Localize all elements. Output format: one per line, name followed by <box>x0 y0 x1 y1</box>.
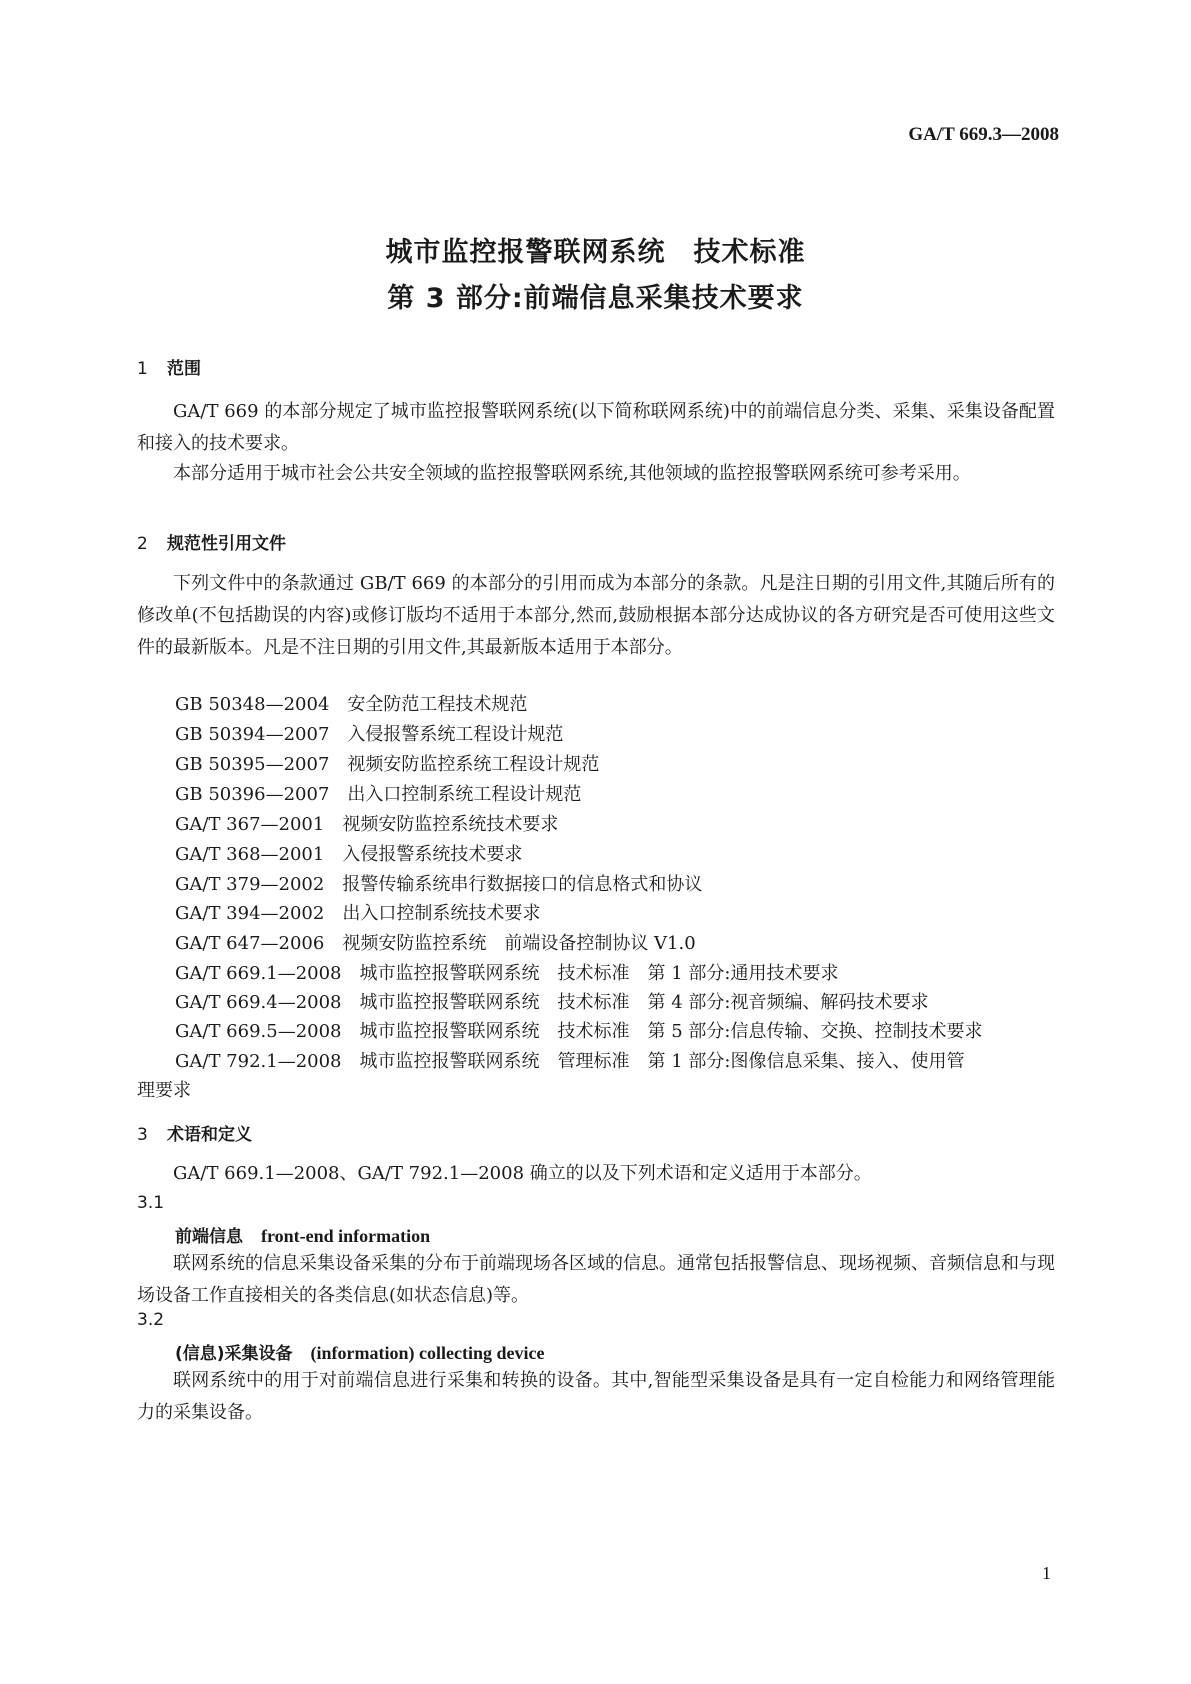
section-heading <box>137 1120 252 1145</box>
page-number: 1 <box>1042 1563 1051 1583</box>
reference-item: GB 50394—2007 入侵报警系统工程设计规范 <box>175 724 564 745</box>
reference-item-continuation: 理要求 <box>137 1080 191 1101</box>
term-entry <box>175 1339 545 1364</box>
term-en: front-end information <box>261 1226 431 1246</box>
clause-number: 3.2 <box>137 1310 165 1330</box>
paragraph: GA/T 669.1—2008、GA/T 792.1—2008 确立的以及下列术语和定义适用于本部分。 <box>173 1163 872 1184</box>
section-title: 范围 <box>167 359 201 379</box>
standard-number: GA/T 669.3—2008 <box>908 124 1059 145</box>
reference-item: GA/T 669.1—2008 城市监控报警联网系统 技术标准 第 1 部分:通用技术要求 <box>175 963 839 984</box>
document-title-line1: 城市监控报警联网系统 技术标准 <box>385 237 806 268</box>
reference-item: GB 50396—2007 出入口控制系统工程设计规范 <box>175 784 582 805</box>
term-definition: 联网系统的信息采集设备采集的分布于前端现场各区域的信息。通常包括报警信息、现场视频、音频信息和与现场设备工作直接相关的各类信息(如状态信息)等。 <box>137 1253 1055 1306</box>
paragraph: 下列文件中的条款通过 GB/T 669 的本部分的引用而成为本部分的条款。凡是注日期的引用文件,其随后所有的修改单(不包括勘误的内容)或修订版均不适用于本部分,然而,鼓励根据本部分达成协议的各方研究是否可使用这些文件的最新版本。凡是不注日期的引用文件,其最新版本适用于本部分。 <box>137 573 1055 658</box>
section-number: 1 <box>137 359 148 379</box>
clause-number: 3.1 <box>137 1193 165 1213</box>
paragraph: 本部分适用于城市社会公共安全领域的监控报警联网系统,其他领域的监控报警联网系统可参考采用。 <box>173 463 971 484</box>
term-definition: 联网系统中的用于对前端信息进行采集和转换的设备。其中,智能型采集设备是具有一定自检能力和网络管理能力的采集设备。 <box>137 1370 1055 1423</box>
paragraph: GA/T 669 的本部分规定了城市监控报警联网系统(以下简称联网系统)中的前端信息分类、采集、采集设备配置和接入的技术要求。 <box>137 401 1055 454</box>
reference-item: GA/T 669.5—2008 城市监控报警联网系统 技术标准 第 5 部分:信息传输、交换、控制技术要求 <box>175 1021 983 1042</box>
section-heading <box>137 529 286 554</box>
reference-item: GA/T 792.1—2008 城市监控报警联网系统 管理标准 第 1 部分:图像信息采集、接入、使用管 <box>175 1051 965 1072</box>
term-zh: (信息)采集设备 <box>175 1344 293 1364</box>
section-number: 3 <box>137 1125 148 1145</box>
reference-item: GA/T 368—2001 入侵报警系统技术要求 <box>175 844 523 865</box>
reference-item: GA/T 669.4—2008 城市监控报警联网系统 技术标准 第 4 部分:视音频编、解码技术要求 <box>175 992 929 1013</box>
reference-item: GA/T 379—2002 报警传输系统串行数据接口的信息格式和协议 <box>175 874 703 895</box>
document-title-line2: 第 3 部分:前端信息采集技术要求 <box>387 283 804 314</box>
reference-item: GA/T 394—2002 出入口控制系统技术要求 <box>175 903 541 924</box>
reference-item: GB 50395—2007 视频安防监控系统工程设计规范 <box>175 754 600 775</box>
section-title: 规范性引用文件 <box>167 534 286 554</box>
term-entry <box>175 1222 430 1247</box>
reference-item: GA/T 647—2006 视频安防监控系统 前端设备控制协议 V1.0 <box>175 933 696 954</box>
reference-item: GB 50348—2004 安全防范工程技术规范 <box>175 694 528 715</box>
term-zh: 前端信息 <box>175 1227 243 1247</box>
section-heading <box>137 354 201 379</box>
term-en: (information) collecting device <box>310 1343 545 1363</box>
section-title: 术语和定义 <box>167 1125 252 1145</box>
section-number: 2 <box>137 534 148 554</box>
reference-item: GA/T 367—2001 视频安防监控系统技术要求 <box>175 814 559 835</box>
